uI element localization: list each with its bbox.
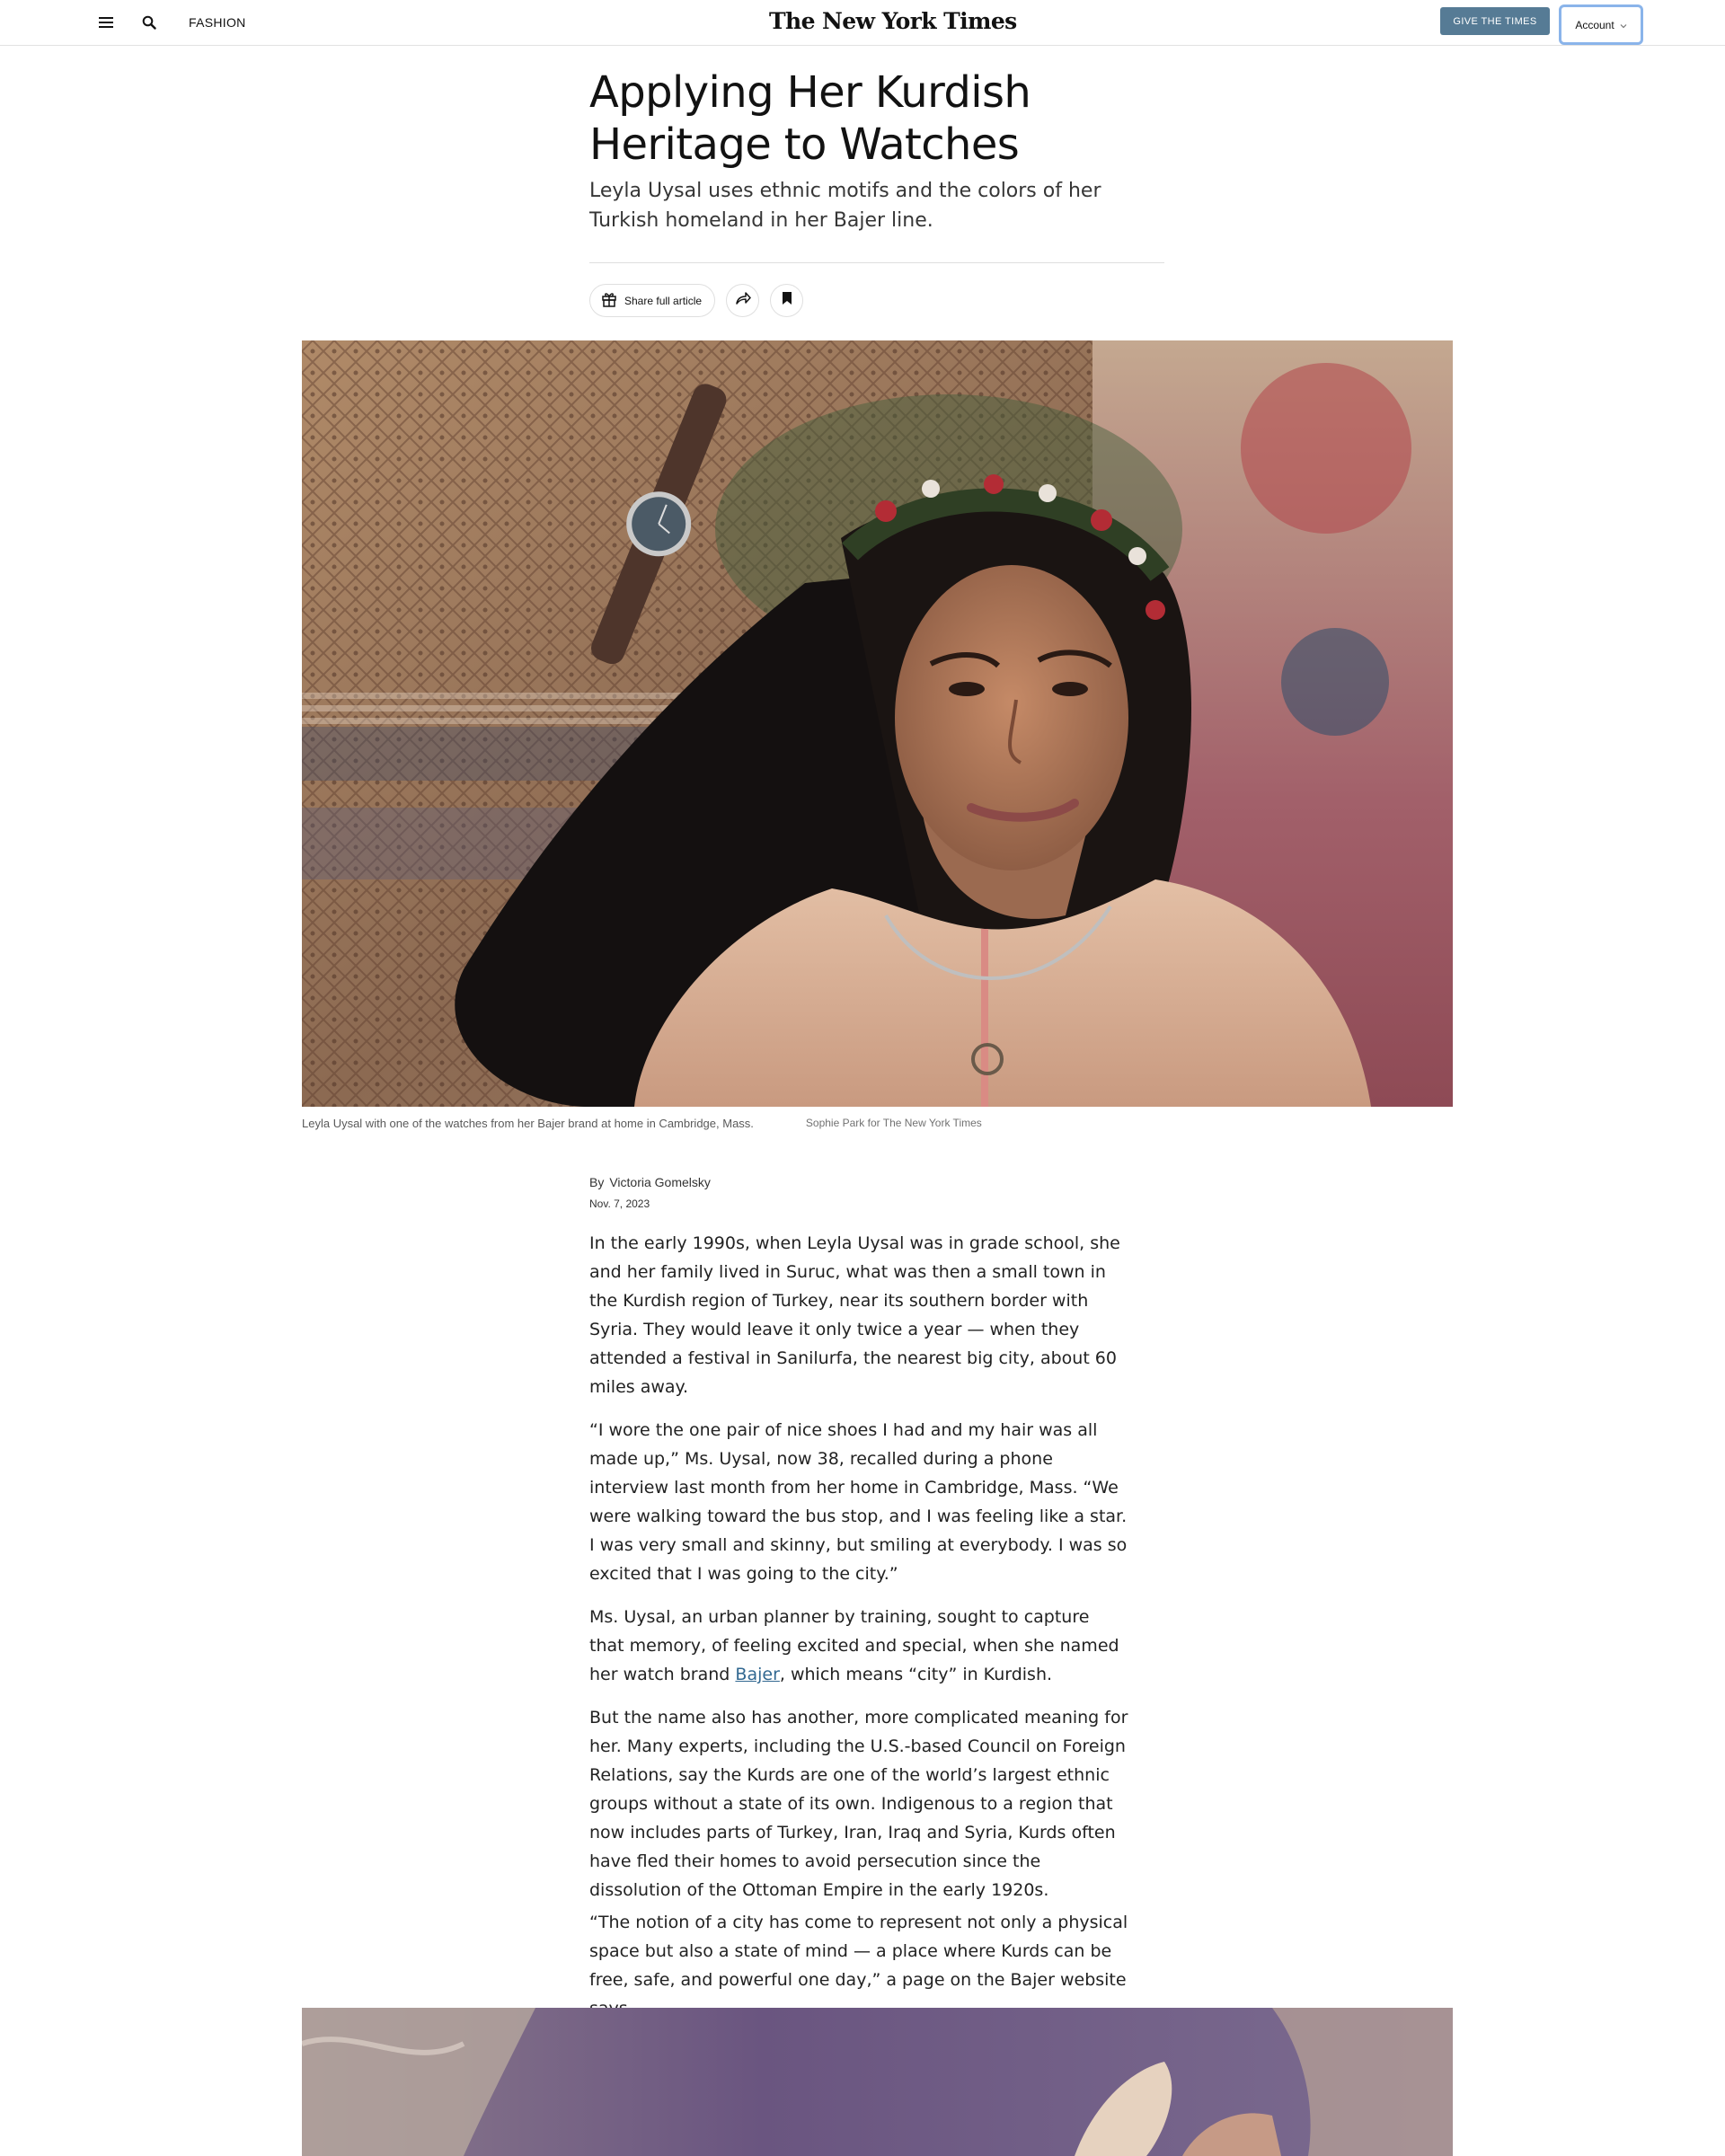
section-link-fashion[interactable]: FASHION	[189, 15, 246, 30]
bajer-link[interactable]: Bajer	[735, 1665, 780, 1684]
account-button[interactable]	[1559, 4, 1643, 45]
nyt-logo[interactable]: The New York Times	[769, 8, 1017, 34]
masthead	[0, 0, 1725, 46]
give-the-times-button[interactable]: GIVE THE TIMES	[1440, 7, 1550, 35]
paragraph-text: Ms. Uysal, an urban planner by training, sought to capture that memory, of feeling excited and special, when she named her watch brand	[589, 1607, 1119, 1684]
lead-photo-illustration	[302, 340, 1453, 1107]
lead-photo-caption: Leyla Uysal with one of the watches from her Bajer brand at home in Cambridge, Mass.	[302, 1117, 754, 1130]
gift-icon	[601, 291, 617, 310]
byline	[589, 1175, 711, 1189]
article-paragraph: But the name also has another, more complicated meaning for her. Many experts, including the U.S.-based Council on Foreign Relations, say the Kurds are one of the world’s largest ethnic groups without a state of its own. Indigenous to a region that now includes parts of Turkey, Iran, Iraq and Syria, Kurds often have fled their homes to avoid persecution since the dissolution of the Ottoman Empire in the early 1920s.	[589, 1708, 1128, 1900]
share-button[interactable]	[726, 284, 759, 317]
article-paragraph: “I wore the one pair of nice shoes I had and my hair was all made up,” Ms. Uysal, now 38, recalled during a phone interview last month from her home in Cambridge, Mass. “We were walking toward the bus stop, and I was feeling like a star. I was very small and skinny, but smiling at everybody. I was so excited that I was going to the city.”	[589, 1420, 1128, 1584]
byline-prefix: By	[589, 1175, 605, 1189]
header-left-group	[97, 13, 246, 31]
share-full-article-label: Share full article	[624, 294, 703, 307]
paragraph-text: , which means “city” in Kurdish.	[779, 1665, 1053, 1684]
lead-photo	[302, 340, 1453, 1107]
article-paragraph: In the early 1990s, when Leyla Uysal was in grade school, she and her family lived in Suruc, what was then a small town in the Kurdish region of Turkey, near its southern border with Syria. They would leave it only twice a year — when they attended a festival in Sanilurfa, the nearest big city, about 60 miles away.	[589, 1233, 1120, 1397]
lead-photo-credit: Sophie Park for The New York Times	[805, 1117, 982, 1129]
share-full-article-button[interactable]	[589, 284, 715, 317]
article-body	[589, 1229, 1128, 2037]
publish-date: Nov. 7, 2023	[589, 1197, 650, 1210]
account-label: Account	[1575, 18, 1614, 31]
article-paragraph: “The notion of a city has come to represent not only a physical space but also a state of mind — a place where Kurds can be free, safe, and powerful one day,” a page on the Bajer website	[589, 1913, 1128, 1990]
article-paragraph	[589, 1603, 1128, 1689]
article-summary: Leyla Uysal uses ethnic motifs and the colors of her Turkish homeland in her Bajer line.	[589, 180, 1101, 232]
account-button-content	[1575, 19, 1626, 31]
save-article-button[interactable]	[770, 284, 803, 317]
bookmark-icon	[782, 291, 792, 310]
article-headline: Applying Her Kurdish Heritage to Watches	[589, 67, 1031, 170]
second-photo-illustration	[302, 2008, 1453, 2156]
author-link[interactable]: Victoria Gomelsky	[609, 1175, 711, 1189]
share-arrow-icon	[735, 291, 751, 310]
second-photo	[302, 2008, 1453, 2156]
share-tools	[589, 284, 803, 317]
chevron-down-icon	[1620, 19, 1627, 31]
search-icon[interactable]	[140, 13, 158, 31]
menu-icon[interactable]	[97, 13, 115, 31]
lead-photo-caption-row	[302, 1117, 1453, 1130]
headline-divider	[589, 262, 1164, 263]
